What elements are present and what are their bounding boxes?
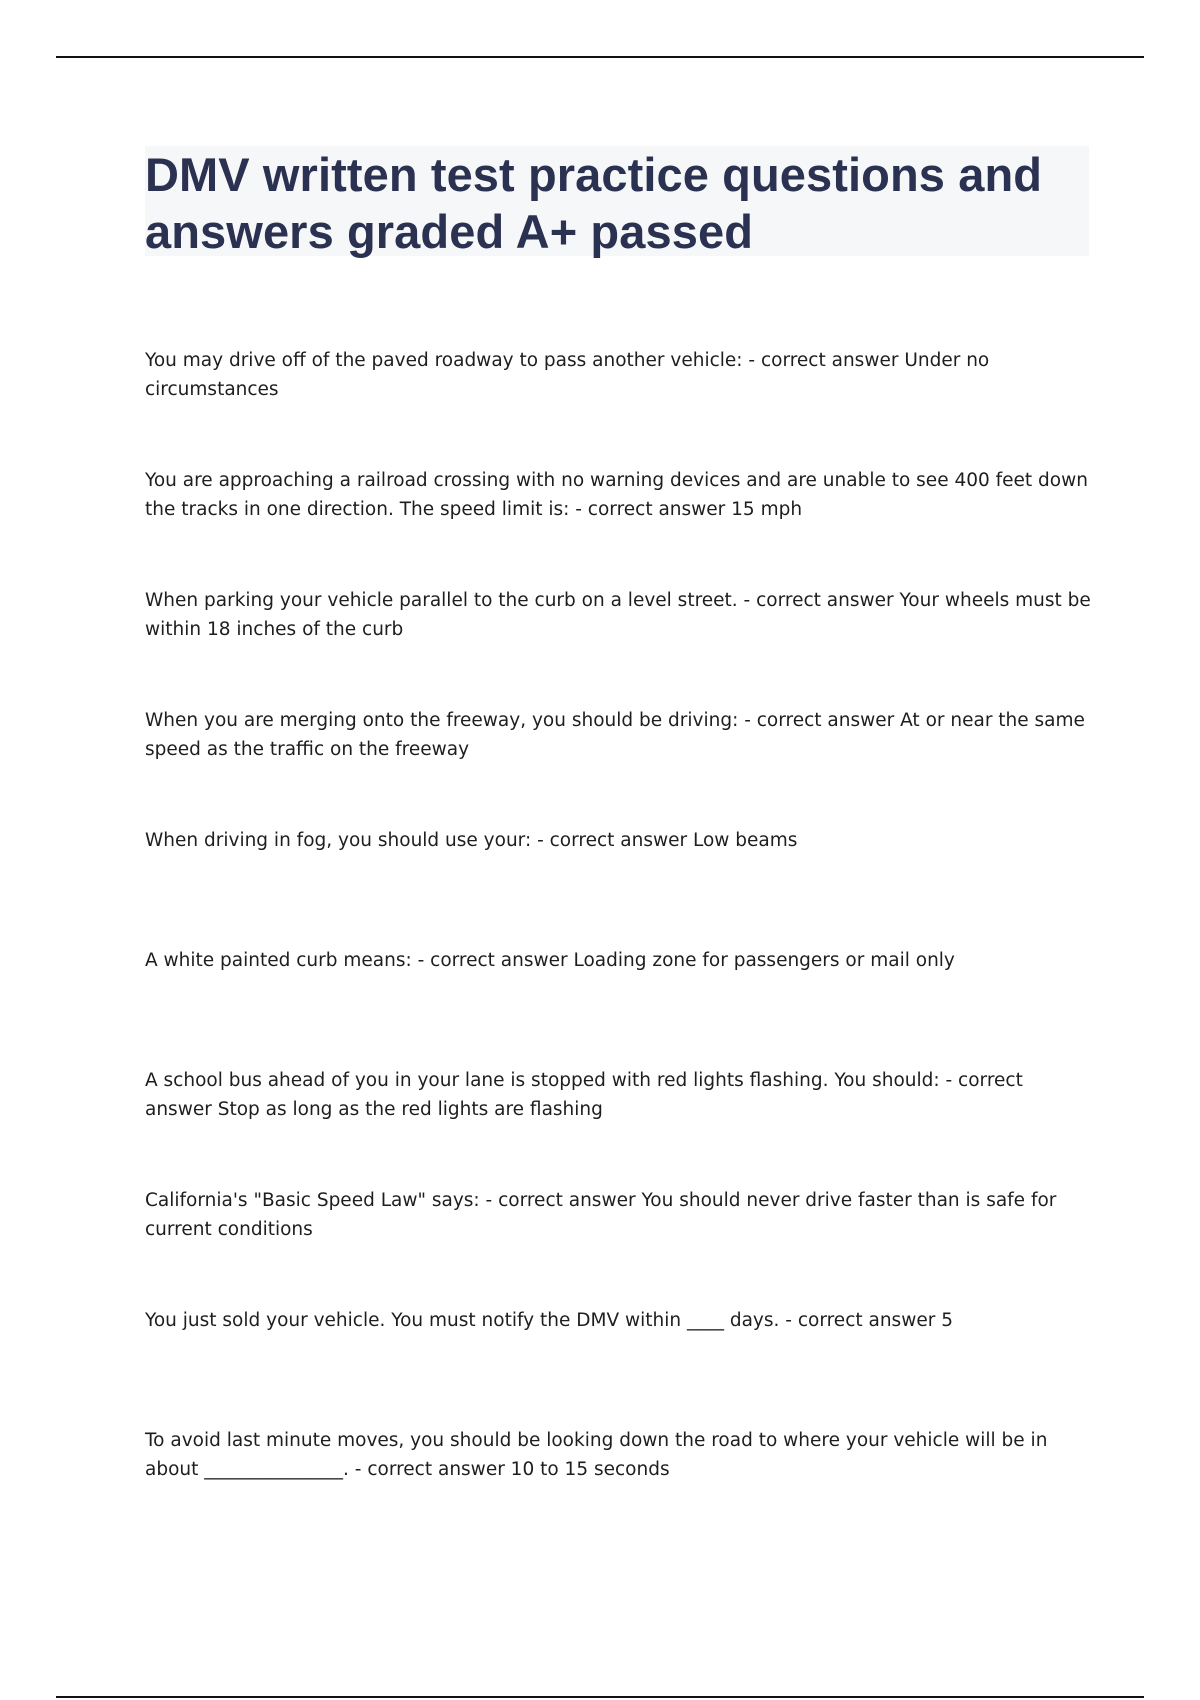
bottom-rule	[56, 1696, 1144, 1698]
qa-item: When you are merging onto the freeway, you should be driving: - correct answer At or near the same speed as the traffic on the freeway	[145, 710, 1085, 760]
qa-list	[145, 346, 1095, 1546]
qa-item: California's "Basic Speed Law" says: - correct answer You should never drive faster than is safe for current conditions	[145, 1190, 1057, 1240]
page-title: DMV written test practice questions and answers graded A+ passed	[145, 148, 1043, 258]
title-block	[145, 146, 1089, 256]
qa-item: A school bus ahead of you in your lane is stopped with red lights flashing. You should: - correct answer Stop as long as the red lights are flashing	[145, 1070, 1023, 1120]
qa-item: When driving in fog, you should use your: - correct answer Low beams	[145, 830, 798, 851]
qa-item: A white painted curb means: - correct answer Loading zone for passengers or mail only	[145, 950, 955, 971]
qa-item: To avoid last minute moves, you should be looking down the road to where your vehicle will be in about _______________. - correct answer 10 to 15 seconds	[145, 1430, 1048, 1480]
qa-item: You just sold your vehicle. You must notify the DMV within ____ days. - correct answer 5	[145, 1310, 953, 1331]
qa-item: You may drive off of the paved roadway to pass another vehicle: - correct answer Under no circumstances	[145, 350, 990, 400]
qa-item: You are approaching a railroad crossing with no warning devices and are unable to see 400 feet down the tracks in one direction. The speed limit is: - correct answer 15 mph	[145, 470, 1088, 520]
top-rule	[56, 56, 1144, 58]
qa-item: When parking your vehicle parallel to the curb on a level street. - correct answer Your wheels must be within 18 inches of the curb	[145, 590, 1091, 640]
